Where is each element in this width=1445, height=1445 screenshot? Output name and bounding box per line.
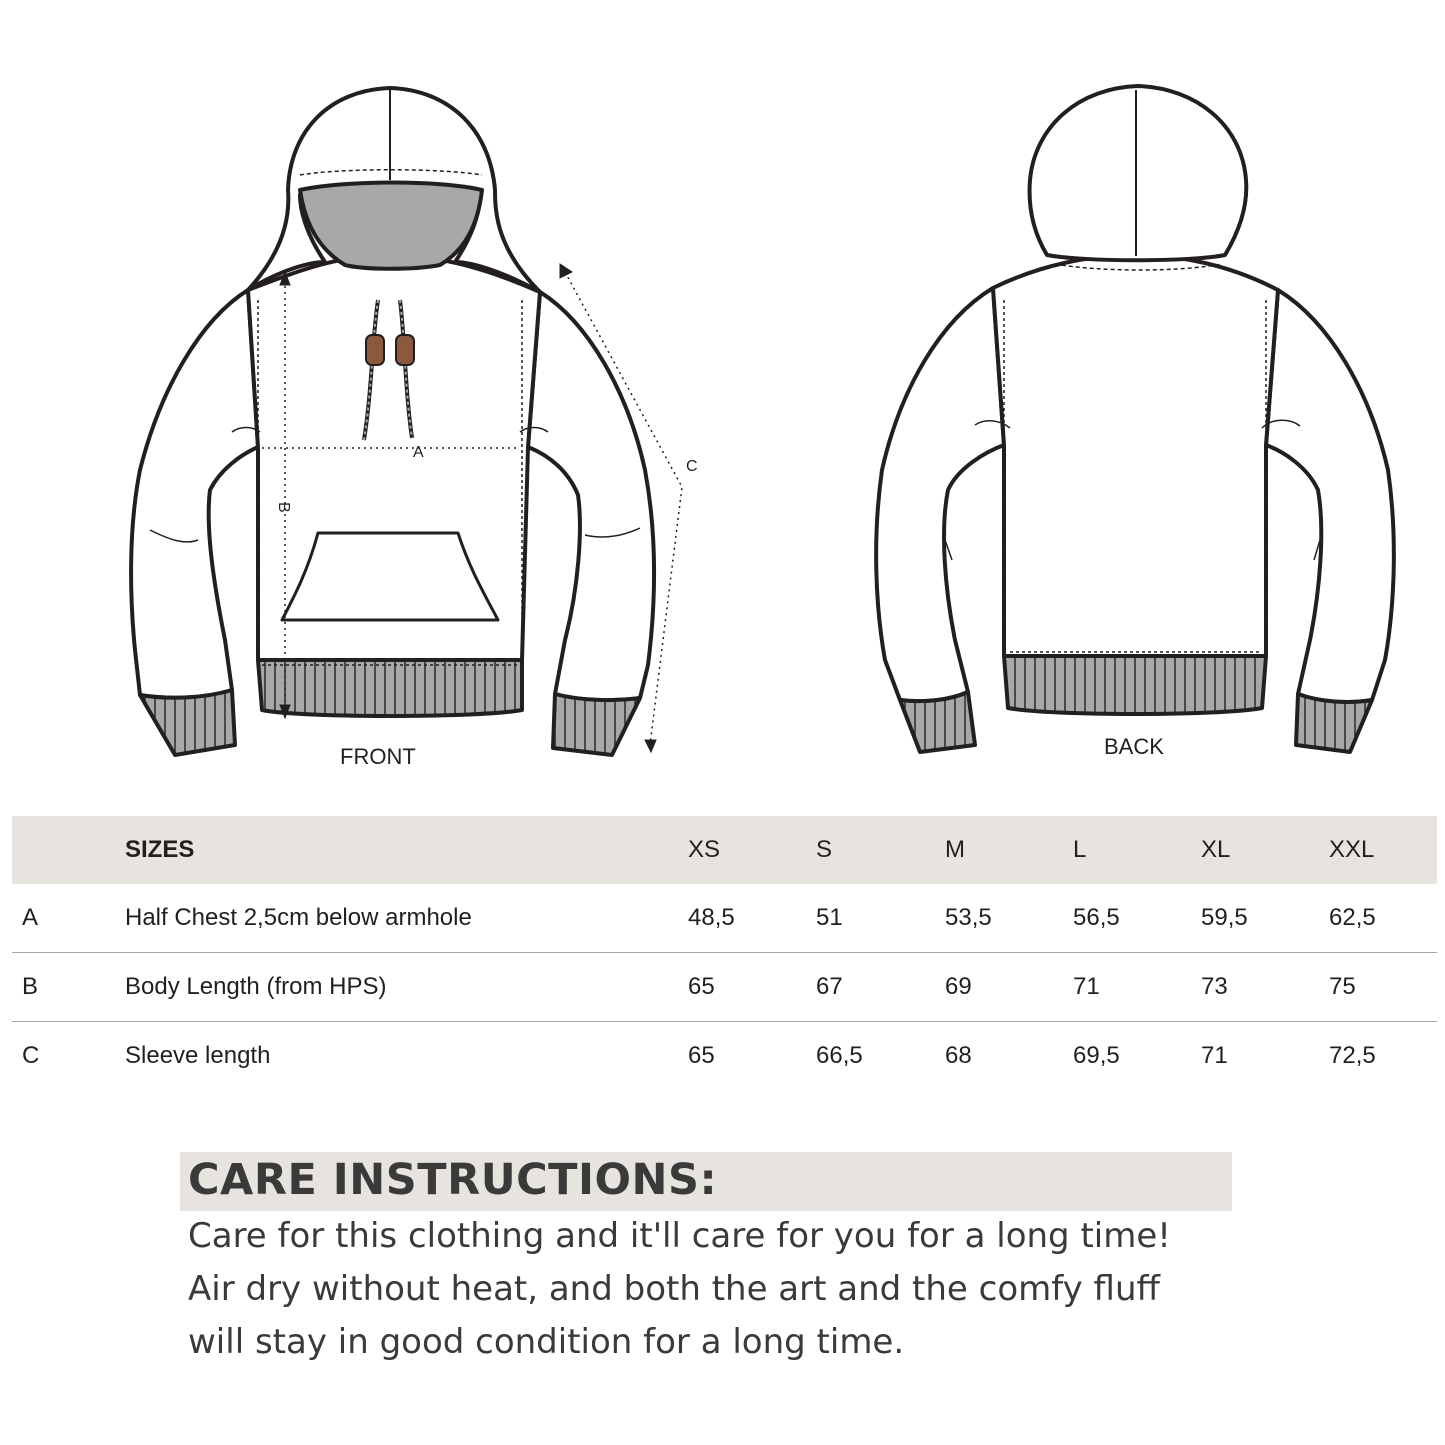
row-value: 71 xyxy=(1073,973,1100,1000)
row-name: Sleeve length xyxy=(125,1042,271,1069)
size-table xyxy=(12,816,1437,1090)
size-header-m: M xyxy=(945,836,965,863)
size-header-l: L xyxy=(1073,836,1087,863)
table-row xyxy=(12,1022,1437,1090)
row-value: 51 xyxy=(816,904,843,931)
front-right-cuff xyxy=(553,694,640,755)
row-value: 69 xyxy=(945,973,972,1000)
row-value: 66,5 xyxy=(816,1042,863,1069)
front-cord-toggle-left xyxy=(366,335,384,365)
measure-label-b: B xyxy=(275,502,292,513)
row-value: 59,5 xyxy=(1201,904,1248,931)
size-header-xxl: XXL xyxy=(1329,836,1375,863)
back-hood xyxy=(1030,86,1247,260)
size-header-s: S xyxy=(816,836,833,863)
row-value: 69,5 xyxy=(1073,1042,1120,1069)
row-value: 62,5 xyxy=(1329,904,1376,931)
row-value: 65 xyxy=(688,1042,715,1069)
care-line: Air dry without heat, and both the art and the comfy fluff xyxy=(188,1269,1160,1309)
row-code: C xyxy=(22,1042,40,1069)
back-view-label: BACK xyxy=(1104,734,1164,759)
size-table-header xyxy=(12,816,1437,884)
row-value: 68 xyxy=(945,1042,972,1069)
front-view-label: FRONT xyxy=(340,744,416,769)
table-row xyxy=(12,953,1437,1022)
care-line: will stay in good condition for a long time. xyxy=(188,1322,905,1362)
row-value: 67 xyxy=(816,973,843,1000)
row-name: Half Chest 2,5cm below armhole xyxy=(125,904,472,931)
size-header-xl: XL xyxy=(1201,836,1231,863)
front-hoodie xyxy=(131,88,654,755)
back-left-cuff xyxy=(900,692,975,752)
row-name: Body Length (from HPS) xyxy=(125,973,387,1000)
back-body xyxy=(993,255,1278,656)
table-row xyxy=(12,884,1437,953)
care-instructions-text xyxy=(188,1210,1288,1369)
front-right-sleeve xyxy=(528,292,654,700)
front-left-cuff xyxy=(140,690,235,755)
measure-label-c: C xyxy=(686,458,698,475)
back-right-sleeve xyxy=(1266,290,1394,702)
care-instructions-title: CARE INSTRUCTIONS: xyxy=(188,1155,718,1205)
size-header-xs: XS xyxy=(688,836,721,863)
row-value: 72,5 xyxy=(1329,1042,1376,1069)
front-cord-toggle-right xyxy=(396,335,414,365)
back-waistband xyxy=(1004,656,1266,714)
back-left-sleeve xyxy=(876,288,1004,701)
measure-label-a: A xyxy=(413,444,424,461)
row-value: 53,5 xyxy=(945,904,992,931)
row-code: A xyxy=(22,904,39,931)
row-value: 56,5 xyxy=(1073,904,1120,931)
front-hood-lining xyxy=(300,183,482,269)
row-value: 71 xyxy=(1201,1042,1228,1069)
row-code: B xyxy=(22,973,39,1000)
front-left-sleeve xyxy=(131,290,258,698)
row-value: 48,5 xyxy=(688,904,735,931)
back-right-cuff xyxy=(1296,694,1372,752)
row-value: 75 xyxy=(1329,973,1356,1000)
row-value: 73 xyxy=(1201,973,1228,1000)
sizes-header-label: SIZES xyxy=(125,836,195,863)
care-line: Care for this clothing and it'll care for you for a long time! xyxy=(188,1216,1171,1256)
front-waistband xyxy=(258,660,522,716)
row-value: 65 xyxy=(688,973,715,1000)
